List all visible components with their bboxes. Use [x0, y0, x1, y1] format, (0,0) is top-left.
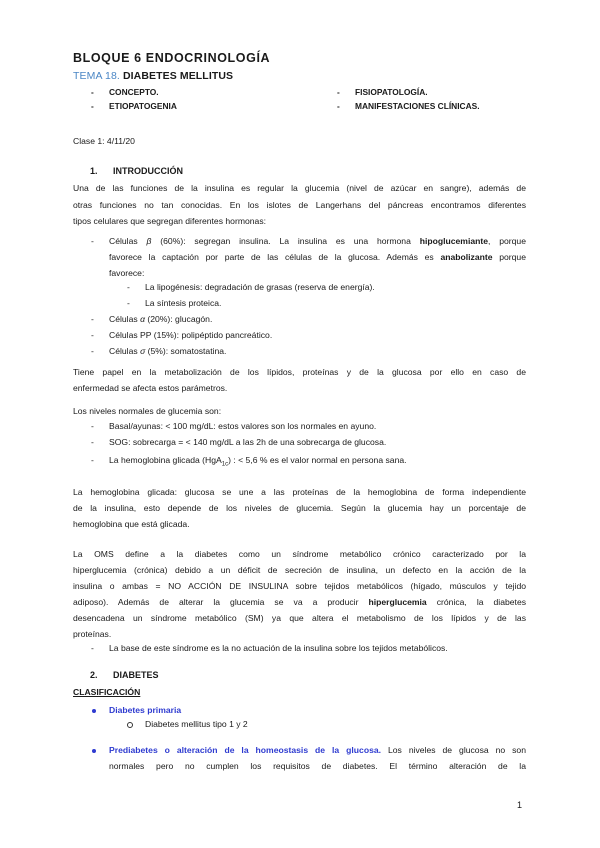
section-heading: 1. INTRODUCCIÓN: [90, 166, 183, 176]
list-dash: -: [91, 437, 94, 447]
list-item: La hemoglobina glicada (HgA$_{1c}$) : < 5,6 % es el valor normal en persona sana.: [109, 455, 407, 468]
sub-list-item: La lipogénesis: degradación de grasas (reserva de energía).: [145, 282, 375, 292]
bullet-icon: [92, 709, 96, 713]
list-item-cont: normales pero no cumplen los requisitos de diabetes. El término alteración de la: [109, 761, 526, 771]
list-dash: -: [91, 330, 94, 340]
paragraph-line: Tiene papel en la metabolización de los lípidos, proteínas y de la glucosa por ello en caso de: [73, 367, 526, 377]
list-item: Basal/ayunas: < 100 mg/dL: estos valores son los normales en ayuno.: [109, 421, 377, 431]
topic-item: - CONCEPTO.: [91, 87, 159, 97]
paragraph-line: insulina o ambas = NO ACCIÓN DE INSULINA sobre tejidos metabólicos (hígado, músculos y tejido: [73, 581, 526, 591]
list-item: Células α (20%): glucagón.: [109, 314, 213, 324]
list-dash: -: [91, 421, 94, 431]
paragraph-line: otras funciones no tan conocidas. En los islotes de Langerhans del páncreas encontramos diferentes: [73, 200, 526, 210]
paragraph-line: Los niveles normales de glucemia son:: [73, 406, 222, 416]
list-item: Células PP (15%): polipéptido pancreático.: [109, 330, 273, 340]
paragraph-line: de la insulina, esto depende de los niveles de glucemia. Según la glucemia hay un porcentaje de: [73, 503, 526, 513]
paragraph-line: proteínas.: [73, 629, 112, 639]
list-item: Células β (60%): segregan insulina. La insulina es una hormona hipoglucemiante, porque: [109, 236, 526, 246]
paragraph-line: La OMS define a la diabetes como un síndrome metabólico crónico caracterizado por la: [73, 549, 526, 559]
list-dash: -: [91, 346, 94, 356]
paragraph-line: La hemoglobina glicada: glucosa se une a las proteínas de la hemoglobina de forma independiente: [73, 487, 526, 497]
topic-number: TEMA 18.: [73, 70, 120, 82]
class-date: Clase 1: 4/11/20: [73, 136, 135, 146]
list-dash: -: [127, 282, 130, 292]
list-item: Diabetes primaria: [109, 705, 182, 715]
list-item: SOG: sobrecarga = < 140 mg/dL a las 2h de una sobrecarga de glucosa.: [109, 437, 387, 447]
list-dash: -: [91, 236, 94, 246]
paragraph-line: adiposo). Además de alterar la glucemia se va a producir hiperglucemia crónica, la diabetes: [73, 597, 527, 607]
list-item-cont: favorece la captación por parte de las células de la glucosa. Además es anabolizante porque: [109, 252, 526, 262]
topic-name: DIABETES MELLITUS: [122, 70, 234, 82]
paragraph-line: hemoglobina que está glicada.: [73, 519, 190, 529]
block-title: BLOQUE 6 ENDOCRINOLOGÍA: [73, 51, 271, 65]
section-heading: 2. DIABETES: [90, 670, 159, 680]
circle-bullet-icon: [127, 722, 133, 728]
list-dash: -: [91, 314, 94, 324]
list-dash: -: [91, 643, 94, 653]
paragraph-line: hiperglucemia (crónica) debido a un déficit de secreción de insulina, un defecto en la acción de la: [73, 565, 526, 575]
paragraph-line: enfermedad se afecta estos parámetros.: [73, 383, 228, 393]
bullet-icon: [92, 749, 96, 753]
topic-item: - ETIOPATOGENIA: [91, 101, 177, 111]
page-number: 1: [517, 800, 523, 810]
list-item: La base de este síndrome es la no actuación de la insulina sobre los tejidos metabólicos.: [109, 643, 448, 653]
paragraph-line: Una de las funciones de la insulina es regular la glucemia (nivel de azúcar en sangre), además de: [73, 183, 526, 193]
subsection-heading: CLASIFICACIÓN: [73, 687, 141, 697]
paragraph-line: desencadena un síndrome metabólico (SM) ya que altera el metabolismo de los lípidos y de las: [73, 613, 526, 623]
topic-item: - MANIFESTACIONES CLÍNICAS.: [337, 101, 480, 111]
list-item: Prediabetes o alteración de la homeostasis de la glucosa. Los niveles de glucosa no son: [109, 745, 526, 755]
sub-list-item: Diabetes mellitus tipo 1 y 2: [145, 719, 248, 729]
paragraph-line: tipos celulares que segregan diferentes hormonas:: [73, 216, 266, 226]
topic-item: - FISIOPATOLOGÍA.: [337, 87, 428, 97]
list-item-cont: favorece:: [109, 268, 145, 278]
list-item: Células σ (5%): somatostatina.: [109, 346, 227, 356]
list-dash: -: [127, 298, 130, 308]
topic-title: [73, 70, 233, 82]
list-dash: -: [91, 455, 94, 465]
sub-list-item: La síntesis proteica.: [145, 298, 222, 308]
